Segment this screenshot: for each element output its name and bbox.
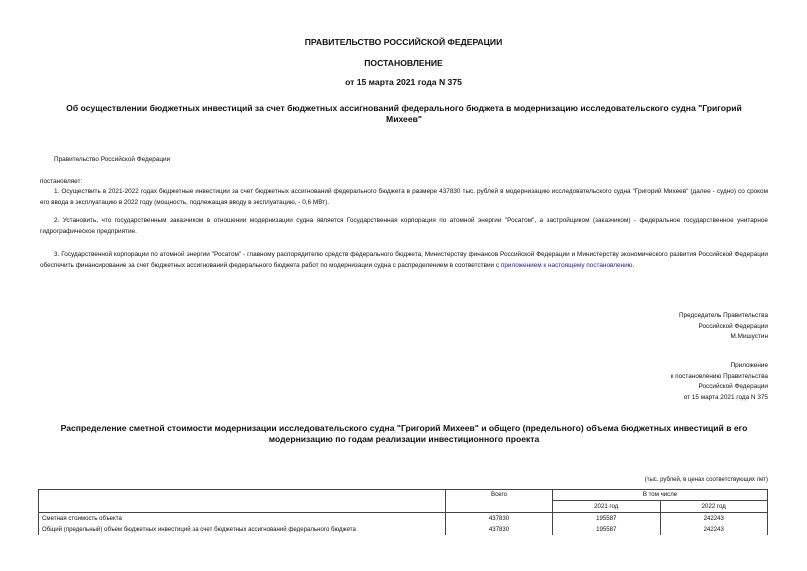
appendix-ref: к постановлению Правительства [670, 372, 768, 380]
row-2021: 195587 [553, 524, 661, 535]
row-total: 437830 [446, 524, 553, 535]
item-2: 2. Установить, что государственным заказчиком в отношении модернизации судна является Государственная корпорация по атомной энергии "Росатом", а застройщиком (заказчиком) - федеральное государственное унитарное гидрографическое предприятие. [40, 217, 768, 235]
doc-title-line2: Михеев" [386, 114, 422, 124]
doc-title [40, 103, 768, 125]
signature-name: М.Мишустин [730, 333, 768, 340]
item-3-end: . [632, 261, 635, 269]
item-3-text: 3. Государственной корпорации по атомной энергии "Росатом" - главному распорядителю средств федерального бюджета, Министерству финансов Российской Федерации и Министерству экономического развития Российской Федерации обеспечить финансирование за счет бюджетных ассигнований федерального бюджета работ по модернизации судна с распределением в соответствии с [40, 251, 768, 269]
distribution-table [38, 489, 768, 535]
row-2021: 195587 [553, 513, 661, 525]
signature-position: Председатель Правительства [679, 312, 768, 319]
appendix-country: Российской Федерации [698, 383, 768, 390]
doc-type: ПОСТАНОВЛЕНИЕ [364, 58, 443, 68]
row-2022: 242243 [660, 524, 768, 535]
table-header-total: Всего [446, 490, 553, 513]
decides: постановляет: [40, 178, 83, 185]
signature-country: Российской Федерации [698, 322, 768, 330]
table-header-blank [39, 490, 446, 513]
table-units: (тыс. рублей, в ценах соответствующих лет) [644, 477, 768, 483]
table-header-including: В том числе [553, 490, 768, 501]
org-header: ПРАВИТЕЛЬСТВО РОССИЙСКОЙ ФЕДЕРАЦИИ [304, 37, 503, 47]
table-title [40, 423, 768, 445]
signature-block [508, 311, 768, 343]
row-total: 437830 [446, 513, 553, 525]
doc-date-number: от 15 марта 2021 года N 375 [345, 77, 462, 87]
appendix-title: Приложение [730, 362, 768, 369]
row-2022: 242243 [660, 513, 768, 525]
table-header-2021: 2021 год [553, 501, 661, 513]
table-row [39, 513, 768, 525]
table-header-2022: 2022 год [660, 501, 768, 513]
row-label: Общий (предельный) объем бюджетных инвестиций за счет бюджетных ассигнований федерального бюджета [39, 524, 446, 535]
appendix-block [508, 361, 768, 403]
row-label: Сметная стоимость объекта [39, 513, 446, 525]
preamble: Правительство Российской Федерации [54, 156, 171, 163]
table-title-line2: модернизацию по годам реализации инвестиционного проекта [268, 434, 540, 444]
table-row [39, 524, 768, 535]
item-1: 1. Осуществить в 2021-2022 годах бюджетные инвестиции за счет бюджетных ассигнований федерального бюджета в размере 437830 тыс. рублей в модернизацию исследовательского судна "Григорий Михеев" (далее - судно) со сроком его ввода в эксплуатацию в 2022 году (мощность, подлежащая вводу в эксплуатацию, - 0,6 МВт). [40, 188, 768, 206]
appendix-link[interactable]: приложением к настоящему постановлению [500, 261, 633, 269]
appendix-date: от 15 марта 2021 года N 375 [683, 393, 768, 401]
doc-title-line1: Об осуществлении бюджетных инвестиций за счет бюджетных ассигнований федерального бюджета в модернизацию исследовательского судна "Григорий [66, 103, 742, 113]
table-title-line1: Распределение сметной стоимости модернизации исследовательского судна "Григорий Михеев" и общего (предельного) объема бюджетных инвестиций в его [60, 423, 748, 433]
item-3 [40, 250, 768, 271]
